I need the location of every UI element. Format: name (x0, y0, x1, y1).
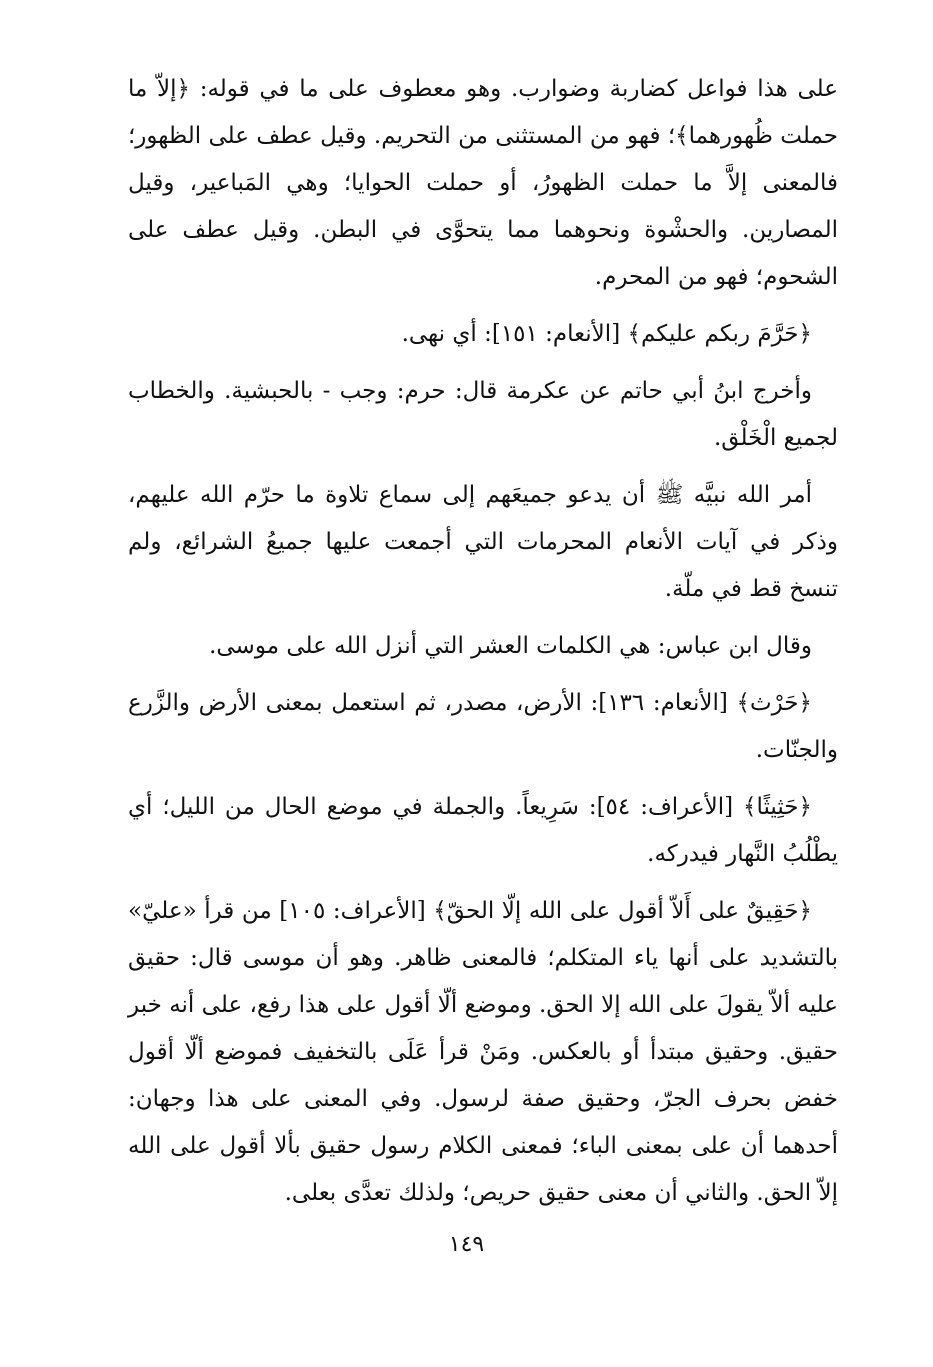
page-body (128, 66, 838, 1217)
paragraph-4: أمر الله نبيَّه ﷺ أن يدعو جميعَهم إلى سماع تلاوة ما حرّم الله عليهم، وذكر في آيات الأنعام المحرمات التي أجمعت عليها جميعُ الشرائع، ولم تنسخ قط في ملّة. (128, 482, 838, 602)
paragraph-1: على هذا فواعل كضاربة وضوارب. وهو معطوف على ما في قوله: ﴿إلاّ ما حملت ظُهورهما﴾؛ فهو من المستثنى من التحريم. وقيل عطف على الظهور؛ فالمعنى إلاَّ ما حملت الظهورُ، أو حملت الحوايا؛ وهي المَباعير، وقيل المصارين. والحشْوة ونحوهما مما يتحوَّى في البطن. وقيل عطف على الشحوم؛ فهو من المحرم. (128, 76, 838, 290)
paragraph-6: ﴿حَرْث﴾ [الأنعام: ١٣٦]: الأرض، مصدر، ثم استعمل بمعنى الأرض والزَّرع والجنّات. (128, 690, 838, 763)
paragraph-7: ﴿حَثِيثًا﴾ [الأعراف: ٥٤]: سَرِيعاً. والجملة في موضع الحال من الليل؛ أي يطْلُبُ النَّهار فيدركه. (128, 794, 838, 867)
paragraph-3: وأخرج ابنُ أبي حاتم عن عكرمة قال: حرم: وجب - بالحبشية. والخطاب لجميع الْخَلْق. (128, 378, 838, 451)
paragraph-8: ﴿حَقِيقٌ على أَلاّ أقول على الله إلّا الحقّ﴾ [الأعراف: ١٠٥] من قرأ «عليّ» بالتشديد على أنها ياء المتكلم؛ فالمعنى ظاهر. وهو أن موسى قال: حقيق عليه ألاّ يقولَ على الله إلا الحق. وموضع ألّا أقول على هذا رفع، على أنه خبر حقيق. وحقيق مبتدأ أو بالعكس. ومَنْ قرأ عَلَى بالتخفيف فموضع ألّا أقول خفض بحرف الجرّ، وحقيق صفة لرسول. وفي المعنى على هذا وجهان: أحدهما أن على بمعنى الباء؛ فمعنى الكلام رسول حقيق بألا أقول على الله إلاّ الحق. والثاني أن معنى حقيق حريص؛ ولذلك تعدَّى بعلى. (128, 898, 838, 1206)
paragraph-5: وقال ابن عباس: هي الكلمات العشر التي أنزل الله على موسى. (209, 633, 812, 659)
page-number: ١٤٩ (448, 1232, 485, 1257)
paragraph-2: ﴿حَرَّمَ ربكم عليكم﴾ [الأنعام: ١٥١]: أي نهى. (401, 321, 812, 347)
